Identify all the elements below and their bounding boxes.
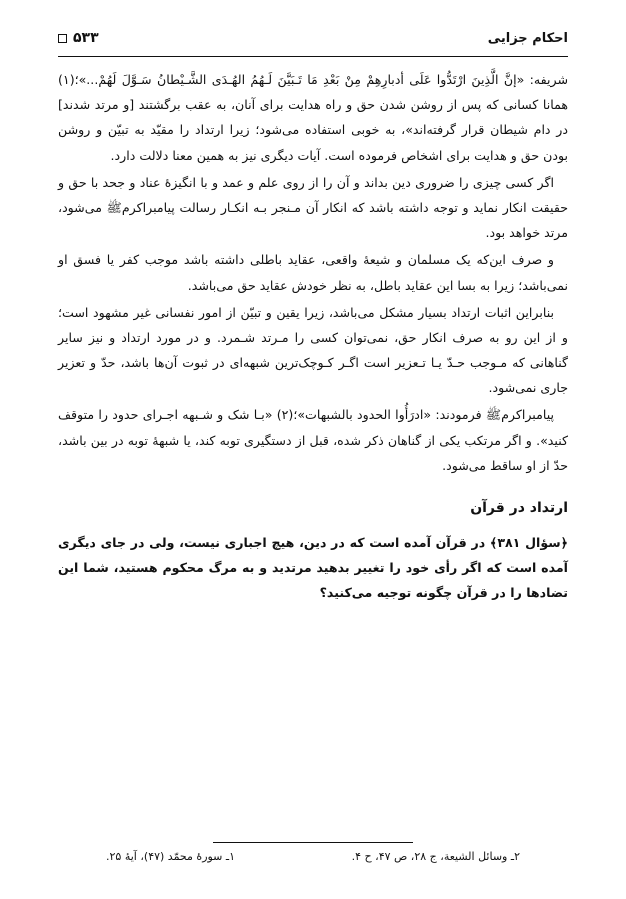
footnote-1: ۱ـ سورۀ محمّد (۴۷)، آیۀ ۲۵.	[106, 850, 236, 863]
square-marker-icon	[58, 34, 67, 43]
footnote-divider	[213, 842, 413, 843]
footnote-2: ۲ـ وسائل الشیعة، ج ۲۸، ص ۴۷، ح ۴.	[351, 850, 520, 863]
question-block: ﴿سؤال ۳۸۱﴾ در قرآن آمده است که در دین، هیچ اجباری نیست، ولی در جای دیگری آمده است که اگر رأی خود را تغییر بدهید مرتدید و به مرگ محکوم هستید، شما این تضادها را در قرآن چگونه توجیه می‌کنید؟	[58, 535, 569, 601]
paragraph-3: و صرف این‌که یک مسلمان و شیعۀ واقعی، عقاید باطلی داشته باشد موجب کفر یا فسق او نمی‌باشد؛ زیرا به بسا این عقاید باطل، به نظر خودش عقاید حق می‌باشد.	[58, 252, 568, 293]
page-body	[58, 67, 568, 606]
paragraph-1: شریفه: «إنَّ الَّذِینَ ارْتَدُّوا عَلَی أدبارِهِمْ مِنْ بَعْدِ مَا تَـبَیَّنَ لَـهُمُ الهُـدَی الشَّـیْطانُ سَـوَّلَ لَهُمْ...»؛(۱) همانا کسانی که پس از روشن شدن حق و راه هدایت برای آنان، به عقب برگشتند [و مرتد شدند] در دام شیطان قرار گرفته‌اند»، به خوبی استفاده می‌شود؛ زیرا ارتداد را مقیّد به تبیّن و روشن بودن حق و هدایت برای اشخاص فرموده است. آیات دیگری نیز به همین معنا دلالت دارد.	[58, 72, 568, 163]
page-number: ۵۳۳	[73, 30, 99, 46]
page-header	[58, 30, 568, 52]
paragraph-2: اگر کسی چیزی را ضروری دین بداند و آن را از روی علم و عمد و با انگیزۀ عناد و جحد با حق و حقیقت انکار نماید و توجه داشته باشد که انکار آن مـنجر بـه انکـار رسالت پیامبراکرمﷺ می‌شود، مرتد خواهد بود.	[58, 174, 568, 241]
folio-block	[58, 30, 99, 46]
chapter-title: احکام جزایی	[487, 30, 568, 46]
paragraph-5: پیامبراکرمﷺ فرمودند: «ادرَأُوا الحدود بالشبهات»؛(۲) «بـا شک و شـبهه اجـرای حدود را متوقف کنید». و اگر مرتکب یکی از گناهان ذکر شده، قبل از دستگیری توبه کند، یا شبهۀ توبه در بین باشد، حدّ از او ساقط می‌شود.	[58, 407, 568, 473]
header-divider	[58, 56, 568, 57]
section-heading: ارتداد در قرآن	[470, 500, 568, 516]
footnote-area	[58, 842, 568, 863]
footnote-row	[58, 850, 568, 863]
paragraph-4: بنابراین اثبات ارتداد بسیار مشکل می‌باشد، زیرا یقین و تبیّن از امور نفسانی غیر مشهود است؛ و از این رو به صرف انکار حق، نمی‌توان کسی را مـرتد شـمرد. و در مورد ارتداد و نیز سایر گناهانی که مـوجب حـدّ یـا تـعزیر است اگـر کـوچک‌ترین شبهه‌ای در ثبوت آن‌ها باشد، حدّ و تعزیر جاری نمی‌شود.	[58, 304, 568, 396]
